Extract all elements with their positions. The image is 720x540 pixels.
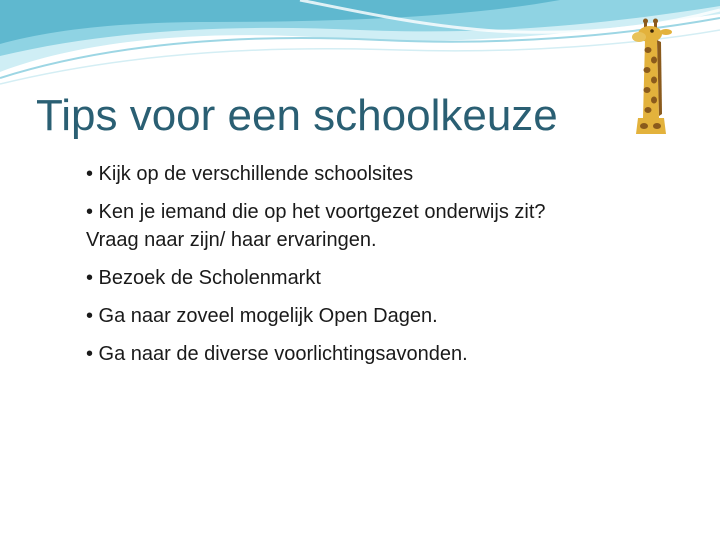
bullet-text: • Bezoek de Scholenmarkt <box>86 267 321 289</box>
bullet-text: • Kijk op de verschillende schoolsites <box>86 163 414 185</box>
slide-title: Tips voor een schoolkeuze <box>36 91 558 140</box>
bullet-list <box>86 160 686 378</box>
bullet-text: • Ga naar de diverse voorlichtingsavonden. <box>86 343 468 365</box>
bullet-item <box>86 264 686 292</box>
bullet-item <box>86 198 686 254</box>
bullet-text-continuation: Vraag naar zijn/ haar ervaringen. <box>86 229 377 251</box>
bullet-item <box>86 302 686 330</box>
wave-banner <box>0 0 720 90</box>
bullet-item <box>86 160 686 188</box>
bullet-text: • Ga naar zoveel mogelijk Open Dagen. <box>86 305 438 327</box>
giraffe-icon <box>628 18 674 136</box>
bullet-text: • Ken je iemand die op het voortgezet onderwijs zit? <box>86 201 546 223</box>
bullet-item <box>86 340 686 368</box>
